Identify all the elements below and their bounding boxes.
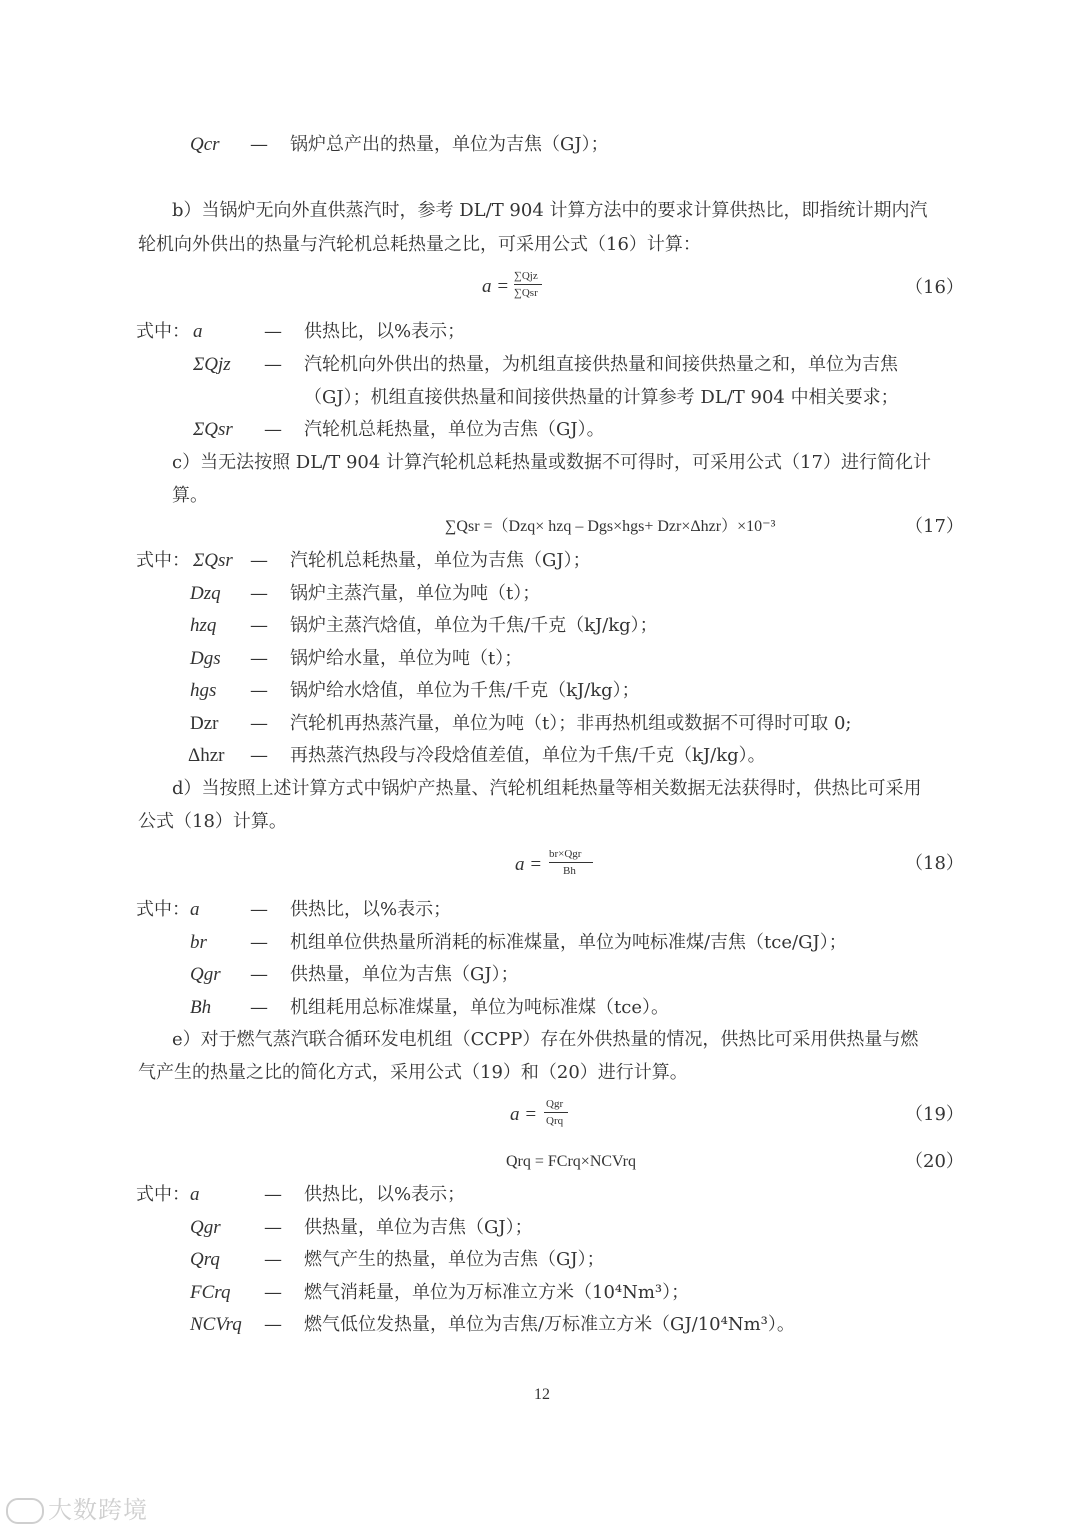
equation-16 (482, 268, 562, 308)
eq19-lhs: a = (510, 1104, 538, 1125)
watermark-text: 大数跨境 (48, 1496, 148, 1524)
equation-20: Qrq = FCrq×NCVrq (506, 1153, 636, 1170)
eq17-number: （17） (905, 516, 964, 537)
symbol-dgs: Dgs (190, 648, 221, 669)
para-c-line1: c）当无法按照 DL/T 904 计算汽轮机总耗热量或数据不可得时，可采用公式（17）进行简化计 (172, 452, 931, 473)
eq16-lhs: a = (482, 276, 510, 297)
symbol-bh: Bh (190, 997, 212, 1018)
dash: — (250, 550, 268, 571)
definition-hzq: 锅炉主蒸汽焓值，单位为千焦/千克（kJ/kg）； (290, 615, 658, 636)
definition-qcr: 锅炉总产出的热量，单位为吉焦（GJ）； (290, 134, 609, 155)
fraction-bar (514, 284, 542, 285)
definition-sum-qsr: 汽轮机总耗热量，单位为吉焦（GJ）； (290, 550, 591, 571)
definition-dgs: 锅炉给水量，单位为吨（t）； (290, 648, 523, 669)
where-prefix: 式中： (136, 321, 190, 342)
where-prefix: 式中： (136, 1184, 190, 1205)
symbol-ncvrq: NCVrq (190, 1314, 242, 1335)
fraction-bar (549, 862, 593, 863)
para-b-line1: b）当锅炉无向外直供蒸汽时，参考 DL/T 904 计算方法中的要求计算供热比，即指统计期内汽 (172, 200, 928, 221)
symbol-a: a (193, 321, 203, 342)
definition-qgr: 供热量，单位为吉焦（GJ）； (290, 964, 519, 985)
symbol-sum-qsr: ΣQsr (193, 419, 233, 440)
definition-ncvrq: 燃气低位发热量，单位为吉焦/万标准立方米（GJ/10⁴Nm³）。 (304, 1314, 795, 1335)
definition-bh: 机组耗用总标准煤量，单位为吨标准煤（tce）。 (290, 997, 669, 1018)
fraction-bar (544, 1112, 568, 1113)
eq20-number: （20） (905, 1151, 964, 1172)
para-b-line2: 轮机向外供出的热量与汽轮机总耗热量之比，可采用公式（16）计算： (138, 234, 701, 255)
dash: — (264, 1184, 282, 1205)
page-number: 12 (534, 1386, 550, 1403)
dash: — (264, 1314, 282, 1335)
where-prefix: 式中： (136, 550, 190, 571)
dash: — (250, 648, 268, 669)
dash: — (264, 321, 282, 342)
symbol-a: a (190, 1184, 200, 1205)
symbol-qgr: Qgr (190, 964, 221, 985)
symbol-hzq: hzq (190, 615, 217, 636)
definition-delta-hzr: 再热蒸汽热段与冷段焓值差值，单位为千焦/千克（kJ/kg）。 (290, 745, 766, 766)
definition-qgr: 供热量，单位为吉焦（GJ）； (304, 1217, 533, 1238)
para-c-line2: 算。 (172, 485, 208, 506)
dash: — (250, 964, 268, 985)
dash: — (264, 1282, 282, 1303)
eq19-numerator: Qgr (546, 1098, 564, 1110)
eq18-lhs: a = (515, 854, 543, 875)
symbol-a: a (190, 899, 200, 920)
symbol-qgr: Qgr (190, 1217, 221, 1238)
dash: — (250, 932, 268, 953)
eq18-denominator: Bh (563, 865, 576, 877)
watermark (6, 1490, 148, 1525)
definition-br: 机组单位供热量所消耗的标准煤量，单位为吨标准煤/吉焦（tce/GJ）； (290, 932, 847, 953)
where-prefix: 式中： (136, 899, 190, 920)
eq16-numerator: ∑Qjz (514, 270, 538, 282)
symbol-fcrq: FCrq (190, 1282, 231, 1303)
symbol-dzr: Dzr (190, 713, 219, 734)
eq16-number: （16） (905, 277, 964, 298)
equation-19 (510, 1096, 590, 1136)
dash: — (264, 419, 282, 440)
dash: — (250, 745, 268, 766)
definition-hgs: 锅炉给水焓值，单位为千焦/千克（kJ/kg）； (290, 680, 640, 701)
dash: — (250, 713, 268, 734)
eq19-denominator: Qrq (546, 1115, 564, 1127)
eq18-number: （18） (905, 853, 964, 874)
symbol-br: br (190, 932, 207, 953)
definition-a: 供热比，以%表示； (290, 899, 452, 920)
dash: — (264, 1249, 282, 1270)
watermark-logo-icon (6, 1498, 44, 1524)
para-d-line2: 公式（18）计算。 (138, 811, 287, 832)
dash: — (250, 134, 268, 155)
symbol-sum-qsr: ΣQsr (193, 550, 233, 571)
definition-dzq: 锅炉主蒸汽量，单位为吨（t）； (290, 583, 541, 604)
para-e-line2: 气产生的热量之比的简化方式，采用公式（19）和（20）进行计算。 (138, 1062, 688, 1083)
definition-qrq: 燃气产生的热量，单位为吉焦（GJ）； (304, 1249, 605, 1270)
symbol-dzq: Dzq (190, 583, 221, 604)
symbol-sum-qjz: ΣQjz (193, 354, 231, 375)
symbol-qcr: Qcr (190, 134, 220, 155)
dash: — (250, 899, 268, 920)
definition-sum-qjz: 汽轮机向外供出的热量，为机组直接供热量和间接供热量之和，单位为吉焦 (304, 354, 898, 375)
para-d-line1: d）当按照上述计算方式中锅炉产热量、汽轮机组耗热量等相关数据无法获得时，供热比可采用 (172, 778, 922, 799)
equation-18 (515, 846, 605, 886)
eq16-denominator: ∑Qsr (514, 287, 538, 299)
dash: — (264, 1217, 282, 1238)
symbol-hgs: hgs (190, 680, 217, 701)
definition-a: 供热比，以%表示； (304, 321, 466, 342)
dash: — (264, 354, 282, 375)
dash: — (250, 615, 268, 636)
dash: — (250, 583, 268, 604)
dash: — (250, 680, 268, 701)
eq19-number: （19） (905, 1104, 964, 1125)
definition-dzr: 汽轮机再热蒸汽量，单位为吨（t）；非再热机组或数据不可得时可取 0; (290, 713, 852, 734)
para-e-line1: e）对于燃气蒸汽联合循环发电机组（CCPP）存在外供热量的情况，供热比可采用供热量与燃 (172, 1029, 919, 1050)
symbol-delta-hzr: Δhzr (188, 745, 225, 766)
definition-sum-qjz-cont: （GJ）；机组直接供热量和间接供热量的计算参考 DL/T 904 中相关要求； (304, 387, 899, 408)
eq18-numerator: br×Qgr (549, 848, 582, 860)
symbol-qrq: Qrq (190, 1249, 220, 1270)
definition-fcrq: 燃气消耗量，单位为万标准立方米（10⁴Nm³）； (304, 1282, 690, 1303)
definition-a: 供热比，以%表示； (304, 1184, 466, 1205)
dash: — (250, 997, 268, 1018)
equation-17: ∑Qsr =（Dzq× hzq – Dgs×hgs+ Dzr×Δhzr）×10⁻³ (445, 518, 776, 535)
definition-sum-qsr: 汽轮机总耗热量，单位为吉焦（GJ）。 (304, 419, 605, 440)
